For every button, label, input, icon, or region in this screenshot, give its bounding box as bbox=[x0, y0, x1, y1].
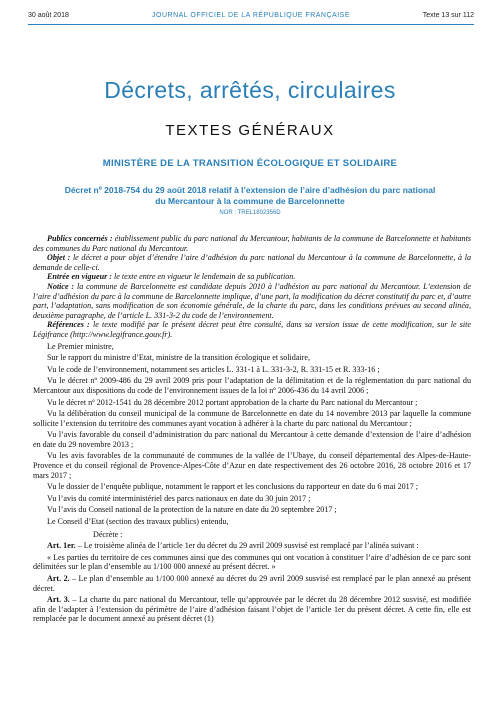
journal-name: JOURNAL OFFICIEL DE LA RÉPUBLIQUE FRANÇAISE bbox=[152, 12, 350, 19]
visa-item: Le Premier ministre, bbox=[47, 341, 114, 351]
notice-references: Références : le texte modifié par le présent décret peut être consulté, dans sa version issue de cette modification, sur le site Légifrance (http://www.legifrance.gouv.fr). bbox=[33, 320, 471, 339]
nor-reference bbox=[0, 210, 500, 216]
notice-entree-label: Entrée en vigueur : bbox=[47, 272, 112, 282]
notice-publics: Publics concernés : établissement public du parc national du Mercantour, habitants de la commune de Barcelonnette et habitants des communes du Parc national du Mercantour. bbox=[33, 234, 471, 253]
page-header bbox=[28, 10, 474, 22]
publication-date: 30 août 2018 bbox=[28, 12, 69, 19]
article-2: Art. 2. – Le plan d’ensemble au 1/100 000 annexé au décret du 29 avril 2009 susvisé est remplacé par le plan annexé au présent décret. bbox=[33, 574, 472, 593]
visa-item: Vu le décret nº 2012-1541 du 28 décembre 2012 portant approbation de la charte du Parc national du Mercantour ; bbox=[47, 397, 418, 407]
visa-item: Vu l’avis du comité interministériel des parcs nationaux en date du 30 juin 2017 ; bbox=[47, 493, 311, 503]
visa-item: Sur le rapport du ministre d’Etat, ministre de la transition écologique et solidaire, bbox=[47, 353, 310, 363]
notice-references-label: Références : bbox=[47, 320, 90, 330]
visa-item: Vu le décret nº 2009-486 du 29 avril 2009 pris pour l’adaptation de la délimitation et de la réglementation du parc national du Mercantour aux dispositions du code de l’environnement issues de la loi nº 2006-436 du 14 avril 2006 ; bbox=[33, 376, 471, 395]
decrete-heading: Décrète : bbox=[93, 529, 123, 539]
visa-item: Vu l’avis du Conseil national de la protection de la nature en date du 20 septembre 2017 ; bbox=[47, 505, 337, 515]
nor-label: NOR : bbox=[219, 210, 237, 216]
notice-text: Notice : la commune de Barcelonnette est candidate depuis 2010 à l’adhésion au parc national du Mercantour. L’extension de l’aire d’adhésion du parc à la commune de Barcelonnette implique, d’une part, la modification du décret constitutif du parc et, d’autre part, l’adaptation, sans modification de son économie générale, de la charte du parc, dans les conditions prévues au second alinéa, deuxième paragraphe, de l’article L. 331-3-2 du code de l’environnement. bbox=[33, 281, 471, 320]
visa-item: Vu le dossier de l’enquête publique, notamment le rapport et les conclusions du rapporteur en date du 6 mai 2017 ; bbox=[47, 482, 419, 492]
article-label: Art. 2. bbox=[47, 574, 70, 583]
visa-item: Le Conseil d’Etat (section des travaux publics) entendu, bbox=[47, 517, 229, 527]
nor-value: TREL1802356D bbox=[237, 210, 281, 216]
notice-objet: Objet : le décret a pour objet d’étendre l’aire d’adhésion du parc national du Mercantour à la commune de Barcelonnette, à la demande de celle-ci. bbox=[33, 253, 472, 272]
article-label: Art. 1er. bbox=[47, 541, 76, 551]
ministry-name: MINISTÈRE DE LA TRANSITION ÉCOLOGIQUE ET SOLIDAIRE bbox=[102, 158, 398, 169]
visa-item: Vu la délibération du conseil municipal de la commune de Barcelonnette en date du 14 novembre 2013 par laquelle la commune sollicite l’extension du territoire des communes ayant vocation à adhérer à la charte du parc national du Mercantour ; bbox=[33, 409, 471, 428]
section-title: Décrets, arrêtés, circulaires bbox=[104, 77, 396, 103]
article-1: Art. 1er. – Le troisième alinéa de l’article 1er du décret du 29 avril 2009 susvisé est remplacé par l’alinéa suivant : bbox=[47, 541, 419, 551]
visa-item: Vu l’avis favorable du conseil d’administration du parc national du Mercantour à cette demande d’extension de l’aire d’adhésion en date du 29 novembre 2013 ; bbox=[33, 430, 471, 449]
decree-body bbox=[33, 234, 471, 624]
notice-objet-label: Objet : bbox=[47, 253, 71, 263]
decree-title: Décret nº 2018-754 du 29 août 2018 relatif à l’extension de l’aire d’adhésion du parc national du Mercantour à la commune de Barcelonnette bbox=[64, 185, 436, 206]
article-label: Art. 3. bbox=[47, 595, 70, 605]
visa-item: Vu les avis favorables de la communauté de communes de la vallée de l’Ubaye, du conseil départemental des Alpes-de-Haute-Provence et du conseil régional de Provence-Alpes-Côte d’Azur en date respectivement des 26 octobre 2016, 28 octobre 2016 et 17 mars 2017 ; bbox=[33, 451, 471, 480]
visa-item: Vu le code de l’environnement, notamment ses articles L. 331-1 à L. 331-3-2, R. 331-15 et R. 333-16 ; bbox=[47, 364, 380, 374]
text-number: Texte 13 sur 112 bbox=[422, 12, 474, 19]
notice-text-label: Notice : bbox=[47, 281, 75, 291]
article-1-quote: « Les parties du territoire de ces communes ainsi que des communes qui ont vocation à constituer l’aire d’adhésion de ce parc sont délimitées sur le plan d’ensemble au 1/100 000 annexé au présent décret. » bbox=[33, 552, 471, 572]
header-rule bbox=[28, 24, 474, 25]
subsection-title: TEXTES GÉNÉRAUX bbox=[165, 122, 335, 139]
notice-entree: Entrée en vigueur : le texte entre en vigueur le lendemain de sa publication. bbox=[47, 272, 296, 282]
article-3: Art. 3. – La charte du parc national du Mercantour, telle qu’approuvée par le décret du 28 décembre 2012 susvisé, est modifiée afin de l’adapter à l’extension du périmètre de l’aire d’adhésion faisant l’objet de l’article 1er du présent décret. A cette fin, elle est remplacée par le document annexé au présent décret (1) bbox=[33, 595, 472, 624]
notice-publics-label: Publics concernés : bbox=[47, 234, 113, 243]
